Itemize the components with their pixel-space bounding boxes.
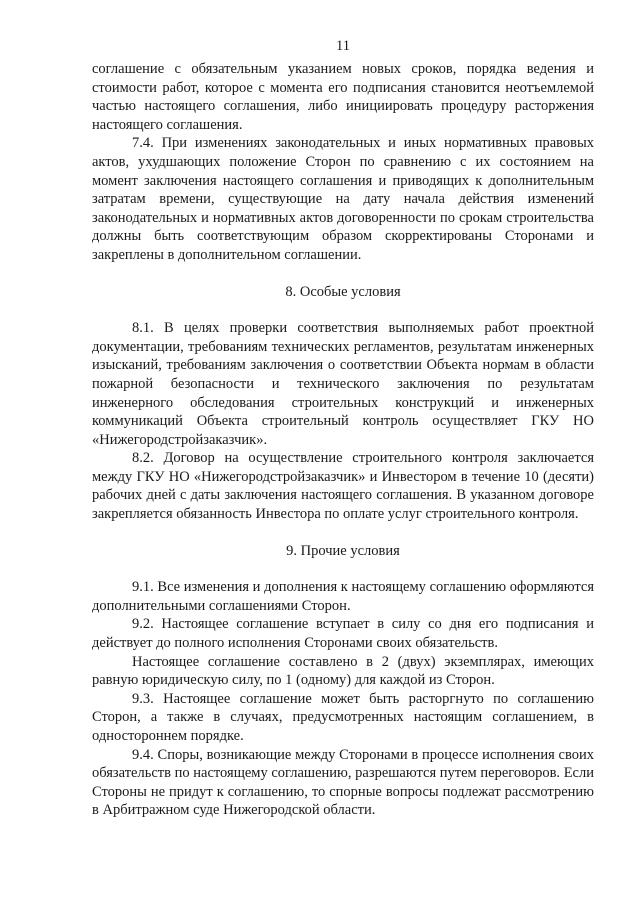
- paragraph-continuation: соглашение с обязательным указанием новых сроков, порядка ведения и стоимости работ, которое с момента его подписания становится неотъемлемой частью настоящего соглашения, либо инициировать процедуру расторжения настоящего соглашения.: [92, 61, 594, 133]
- section-heading-9: 9. Прочие условия: [286, 542, 400, 559]
- paragraph-7-4: 7.4. При изменениях законодательных и иных нормативных правовых актов, ухудшающих положение Сторон по сравнению с их состоянием на момент заключения настоящего соглашения и приводящих к дополнительным затратам времени, существующие на дату начала действия изменений законодательных и нормативных актов договоренности по срокам строительства должны быть соответствующим образом скорректированы Сторонами и закреплены в дополнительном соглашении.: [92, 135, 594, 263]
- paragraph-9-3: 9.3. Настоящее соглашение может быть расторгнуто по соглашению Сторон, а также в случаях, предусмотренных настоящим соглашением, в одностороннем порядке.: [92, 690, 594, 744]
- paragraph-9-2-copies: Настоящее соглашение составлено в 2 (двух) экземплярах, имеющих равную юридическую силу, по 1 (одному) для каждой из Сторон.: [92, 653, 594, 689]
- paragraph-9-4: 9.4. Споры, возникающие между Сторонами в процессе исполнения своих обязательств по настоящему соглашению, разрешаются путем переговоров. Если Стороны не придут к соглашению, то спорные вопросы подлежат рассмотрению в Арбитражном суде Нижегородской области.: [92, 746, 594, 819]
- page-content: [92, 36, 594, 820]
- page-number: 11: [336, 38, 350, 54]
- paragraph-9-1: 9.1. Все изменения и дополнения к настоящему соглашению оформляются дополнительными соглашениями Сторон.: [92, 579, 594, 614]
- paragraph-8-2: 8.2. Договор на осуществление строительного контроля заключается между ГКУ НО «Нижегородстройзаказчик» и Инвестором в течение 10 (десяти) рабочих дней с даты заключения настоящего соглашения. В указанном договоре закрепляется обязанность Инвестора по оплате услуг строительного контроля.: [92, 450, 594, 523]
- section-heading-8: 8. Особые условия: [285, 283, 401, 300]
- paragraph-9-2: 9.2. Настоящее соглашение вступает в силу со дня его подписания и действует до полного исполнения Сторонами своих обязательств.: [92, 616, 594, 652]
- paragraph-8-1: 8.1. В целях проверки соответствия выполняемых работ проектной документации, требованиям технических регламентов, результатам инженерных изысканий, требованиям заключения о соответствии Объекта нормам в области пожарной безопасности и технического заключения по результатам инженерного обследования строительных конструкций и инженерных коммуникаций Объекта строительный контроль осуществляет ГКУ НО «Нижегородстройзаказчик».: [92, 320, 594, 448]
